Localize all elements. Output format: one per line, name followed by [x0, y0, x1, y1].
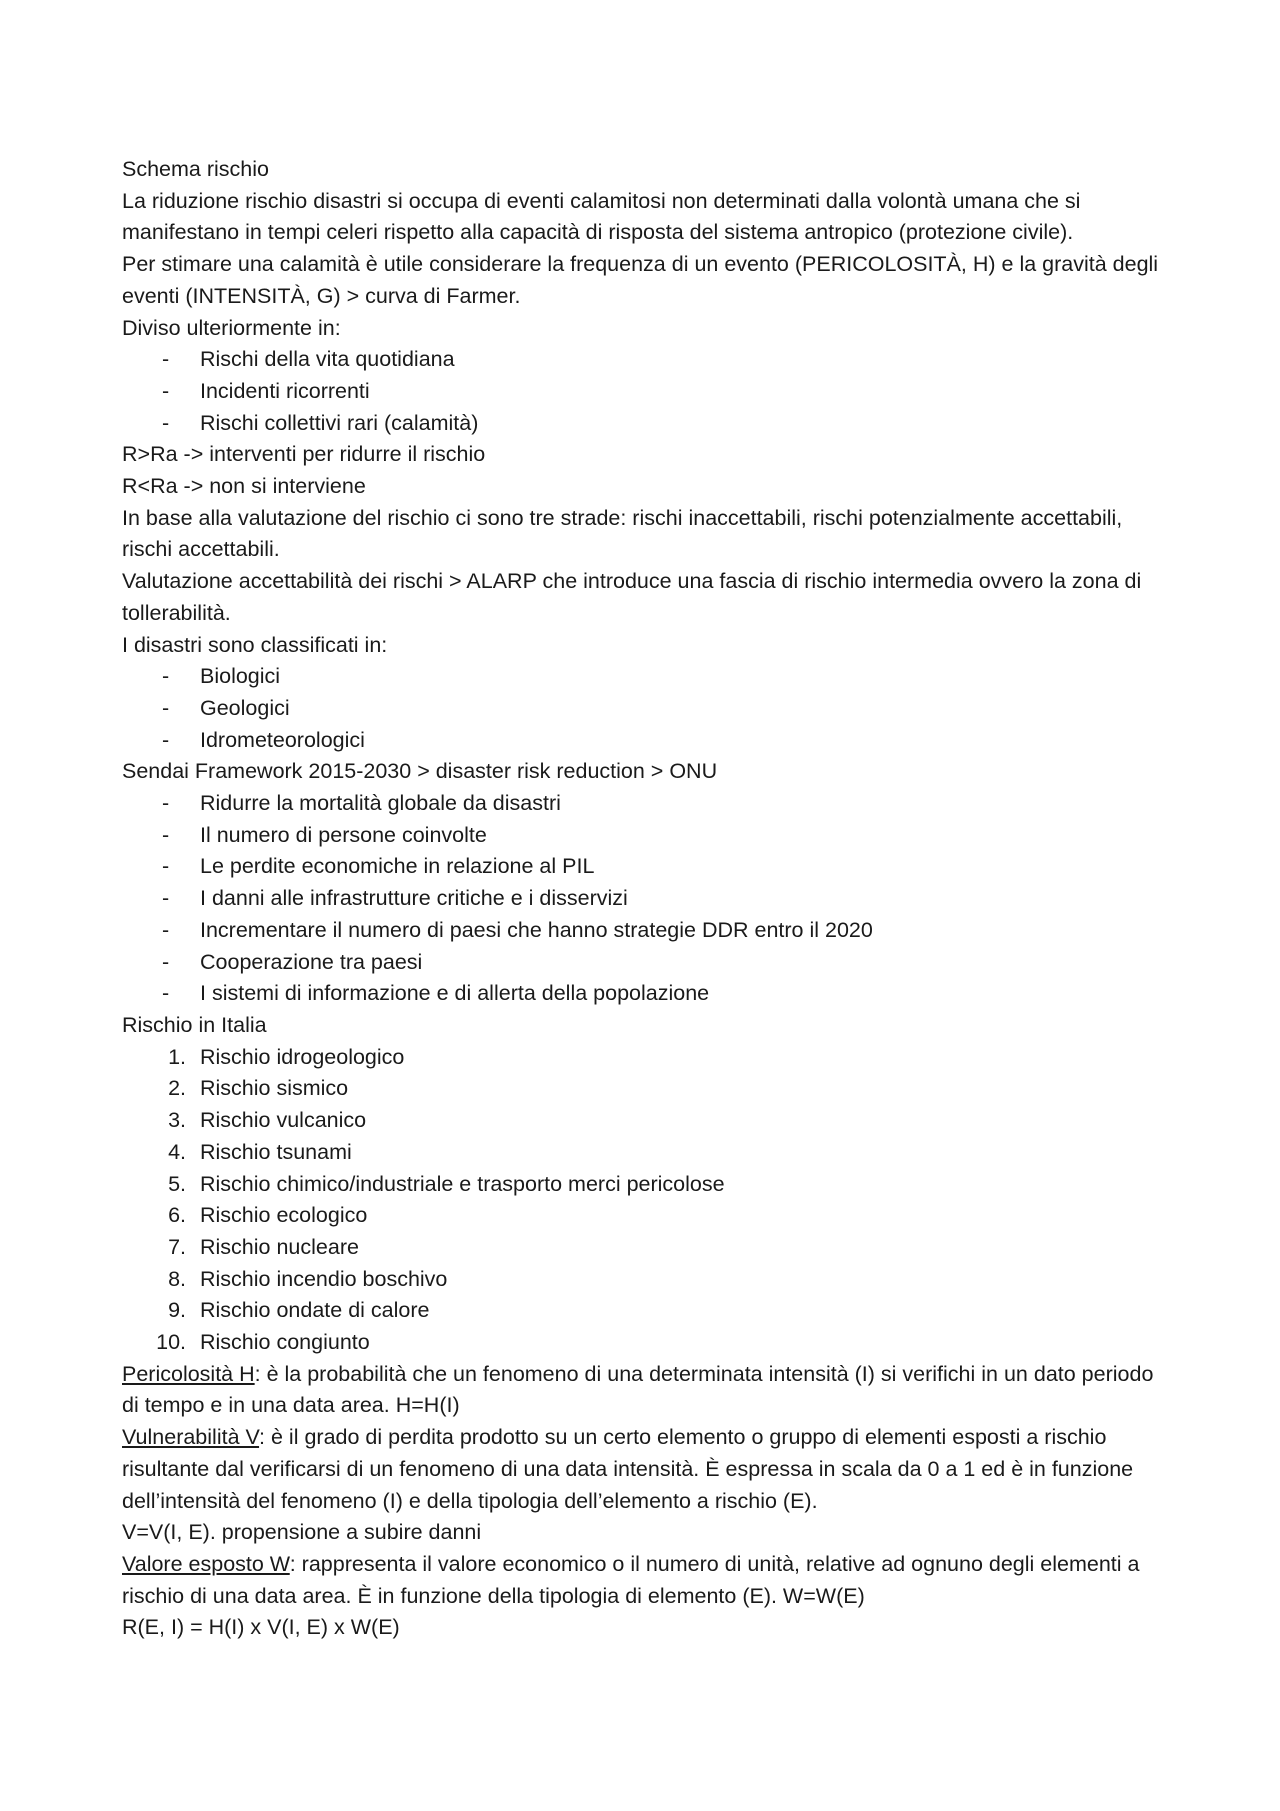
list-item — [122, 1264, 1167, 1296]
disasters-list — [122, 661, 1167, 756]
document-title: Schema rischio — [122, 157, 269, 181]
pericolosita-definition — [122, 1359, 1167, 1422]
r-less-line: R<Ra -> non si interviene — [122, 474, 366, 499]
list-item — [122, 376, 1167, 408]
list-item-text: Rischio ecologico — [200, 1203, 368, 1228]
list-item — [122, 947, 1167, 979]
division-heading: Diviso ulteriormente in: — [122, 315, 341, 340]
list-item-text: Rischi collettivi rari (calamità) — [200, 410, 479, 435]
list-item — [122, 693, 1167, 725]
list-item-text: Rischio sismico — [200, 1076, 349, 1101]
list-item — [122, 1137, 1167, 1169]
valore-esposto-definition — [122, 1549, 1167, 1612]
list-item — [122, 851, 1167, 883]
list-item-text: Rischi della vita quotidiana — [200, 347, 455, 372]
list-number: 10. — [156, 1330, 186, 1355]
list-item-text: Le perdite economiche in relazione al PIL — [200, 854, 595, 879]
list-item-text: Rischio congiunto — [200, 1330, 370, 1355]
list-item — [122, 978, 1167, 1010]
list-item — [122, 1327, 1167, 1359]
list-item-text: Ridurre la mortalità globale da disastri — [200, 791, 561, 816]
list-item — [122, 1042, 1167, 1074]
dash-marker: - — [162, 791, 170, 816]
list-item-text: Rischio nucleare — [200, 1234, 359, 1259]
dash-marker: - — [162, 378, 170, 403]
dash-marker: - — [162, 949, 170, 974]
list-item — [122, 1200, 1167, 1232]
dash-marker: - — [162, 886, 170, 911]
list-item — [122, 408, 1167, 440]
division-list — [122, 344, 1167, 439]
r-greater-line: R>Ra -> interventi per ridurre il rischio — [122, 442, 486, 467]
valore-esposto-term: Valore esposto W — [122, 1551, 290, 1576]
dash-marker: - — [162, 981, 170, 1006]
list-item — [122, 1232, 1167, 1264]
disasters-heading: I disastri sono classificati in: — [122, 632, 388, 657]
document-body — [122, 154, 1167, 1644]
list-item-text: Biologici — [200, 664, 281, 689]
dash-marker: - — [162, 854, 170, 879]
dash-marker: - — [162, 664, 170, 689]
list-number: 1. — [168, 1044, 186, 1069]
list-item-text: Rischio idrogeologico — [200, 1044, 405, 1069]
list-item — [122, 344, 1167, 376]
vulnerabilita-term: Vulnerabilità V — [122, 1425, 260, 1450]
estimate-paragraph: Per stimare una calamità è utile considerare la frequenza di un evento (PERICOLOSITÀ, H) e la gravità degli eventi (INTENSITÀ, G) > curva di Farmer. — [122, 252, 1159, 308]
list-number: 7. — [168, 1234, 186, 1259]
sendai-heading: Sendai Framework 2015-2030 > disaster risk reduction > ONU — [122, 759, 718, 784]
list-item-text: Rischio incendio boschivo — [200, 1266, 448, 1291]
valore-esposto-text: : rappresenta il valore economico o il numero di unità, relative ad ognuno degli elementi a rischio di una data area. È in funzione della tipologia di elemento (E). W=W(E) — [122, 1551, 1140, 1608]
dash-marker: - — [162, 347, 170, 372]
list-item-text: Rischio tsunami — [200, 1139, 352, 1164]
italy-list — [122, 1042, 1167, 1359]
risk-formula: R(E, I) = H(I) x V(I, E) x W(E) — [122, 1615, 400, 1640]
list-item — [122, 915, 1167, 947]
list-number: 5. — [168, 1171, 186, 1196]
list-item-text: Geologici — [200, 695, 290, 720]
list-item — [122, 788, 1167, 820]
list-number: 6. — [168, 1203, 186, 1228]
list-number: 2. — [168, 1076, 186, 1101]
list-item-text: Incrementare il numero di paesi che hanno strategie DDR entro il 2020 — [200, 917, 873, 942]
dash-marker: - — [162, 410, 170, 435]
list-item-text: Rischio ondate di calore — [200, 1298, 430, 1323]
list-number: 4. — [168, 1139, 186, 1164]
list-number: 9. — [168, 1298, 186, 1323]
list-item-text: Cooperazione tra paesi — [200, 949, 423, 974]
evaluation-paragraph: In base alla valutazione del rischio ci sono tre strade: rischi inaccettabili, rischi potenzialmente accettabili, rischi accettabili. — [122, 505, 1123, 562]
list-item-text: I danni alle infrastrutture critiche e i disservizi — [200, 886, 628, 911]
vulnerabilita-text: : è il grado di perdita prodotto su un certo elemento o gruppo di elementi esposti a rischio risultante dal verificarsi di un fenomeno di una data intensità. È espressa in scala da 0 a 1 ed è in funzione dell’intensità del fenomeno (I) e della tipologia dell’elemento a rischio (E). — [122, 1425, 1134, 1513]
list-number: 3. — [168, 1108, 186, 1133]
list-item — [122, 661, 1167, 693]
sendai-list — [122, 788, 1167, 1010]
pericolosita-text: : è la probabilità che un fenomeno di una determinata intensità (I) si verifichi in un dato periodo di tempo e in una data area. H=H(I) — [122, 1361, 1154, 1418]
list-item — [122, 1169, 1167, 1201]
vulnerabilita-definition — [122, 1422, 1167, 1517]
dash-marker: - — [162, 695, 170, 720]
list-item — [122, 820, 1167, 852]
list-item-text: Idrometeorologici — [200, 727, 365, 752]
list-item-text: Incidenti ricorrenti — [200, 378, 370, 403]
list-item — [122, 725, 1167, 757]
list-item — [122, 883, 1167, 915]
pericolosita-term: Pericolosità H — [122, 1361, 255, 1386]
list-item-text: I sistemi di informazione e di allerta della popolazione — [200, 981, 710, 1006]
list-number: 8. — [168, 1266, 186, 1291]
list-item — [122, 1105, 1167, 1137]
list-item — [122, 1295, 1167, 1327]
list-item — [122, 1073, 1167, 1105]
italy-heading: Rischio in Italia — [122, 1012, 267, 1037]
dash-marker: - — [162, 822, 170, 847]
list-item-text: Rischio vulcanico — [200, 1108, 367, 1133]
vulnerabilita-formula: V=V(I, E). propensione a subire danni — [122, 1520, 482, 1545]
list-item-text: Rischio chimico/industriale e trasporto merci pericolose — [200, 1171, 725, 1196]
alarp-paragraph: Valutazione accettabilità dei rischi > ALARP che introduce una fascia di rischio intermedia ovvero la zona di tollerabilità. — [122, 569, 1142, 625]
dash-marker: - — [162, 727, 170, 752]
dash-marker: - — [162, 917, 170, 942]
list-item-text: Il numero di persone coinvolte — [200, 822, 487, 847]
intro-paragraph: La riduzione rischio disastri si occupa di eventi calamitosi non determinati dalla volontà umana che si manifestano in tempi celeri rispetto alla capacità di risposta del sistema antropico (protezione civile). — [122, 188, 1081, 245]
